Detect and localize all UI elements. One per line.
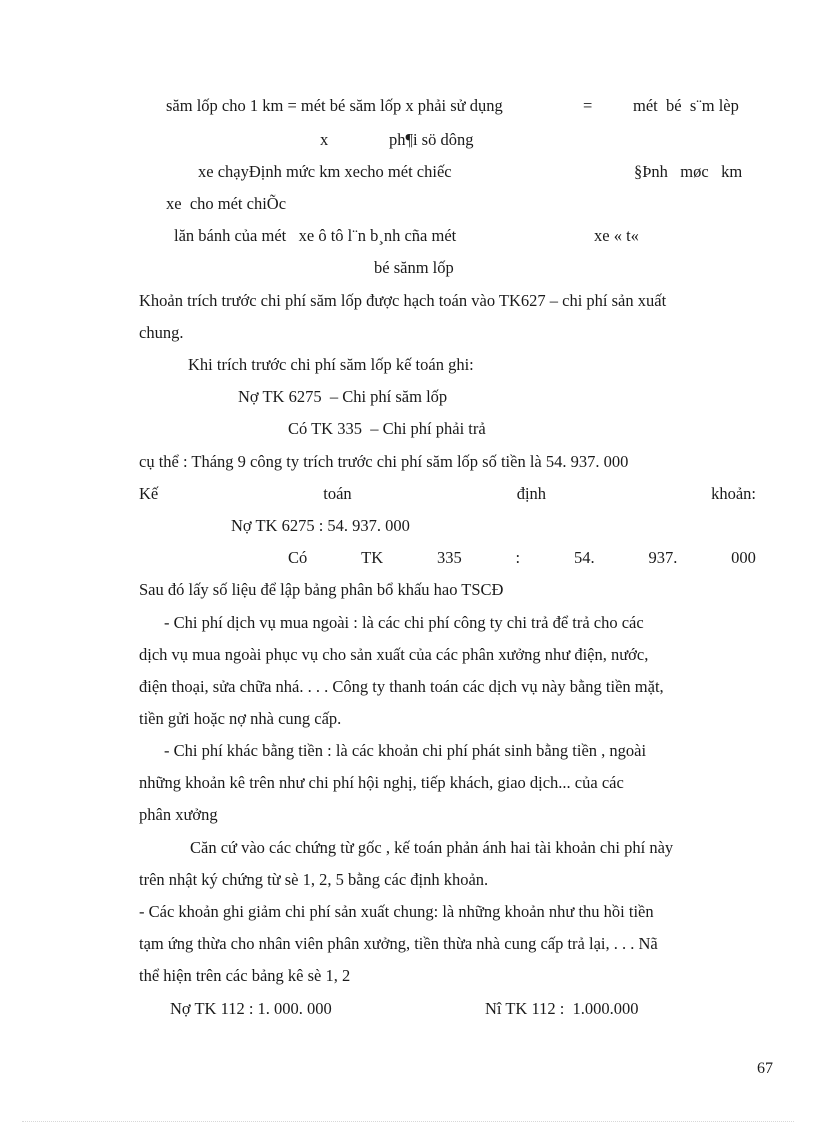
formula-line-1-left: săm lốp cho 1 km = mét bé săm lốp x phải sử dụng (166, 96, 503, 115)
paragraph-4-word: toán (323, 484, 352, 503)
formula-line-3-left: xe chạyĐịnh mức km xecho mét chiếc (198, 162, 452, 181)
entry-2-credit (288, 548, 756, 570)
paragraph-6-line-1: - Chi phí dịch vụ mua ngoài : là các chi phí công ty chi trả để trả cho các (164, 613, 644, 632)
paragraph-5: Sau đó lấy số liệu để lập bảng phân bổ khấu hao TSCĐ (139, 580, 504, 599)
entry-2-credit-word: : (515, 548, 521, 567)
paragraph-4 (139, 484, 756, 506)
formula-line-1-right: mét bé s¨m lèp (633, 96, 739, 115)
formula-line-2-x: x (320, 130, 329, 149)
paragraph-9-line-2: tạm ứng thừa cho nhân viên phân xưởng, tiền thừa nhà cung cấp trả lại, . . . Nã (139, 934, 658, 953)
paragraph-7-line-2: những khoản kê trên như chi phí hội nghị, tiếp khách, giao dịch... của các (139, 773, 624, 792)
formula-line-5-right: xe « t« (594, 226, 639, 245)
formula-line-5-left: lăn bánh của mét xe ô tô l¨n b¸nh cña mét (174, 226, 457, 245)
paragraph-8-line-1: Căn cứ vào các chứng từ gốc , kế toán phản ánh hai tài khoản chi phí này (190, 838, 674, 857)
paragraph-2: Khi trích trước chi phí săm lốp kế toán ghi: (188, 355, 474, 374)
paragraph-8-line-2: trên nhật ký chứng từ sè 1, 2, 5 bằng các định khoản. (139, 870, 489, 889)
paragraph-9-line-1: - Các khoản ghi giảm chi phí sản xuất chung: là những khoản như thu hồi tiền (139, 902, 654, 921)
paragraph-9-line-3: thể hiện trên các bảng kê sè 1, 2 (139, 966, 351, 985)
entry-3-credit: Nî TK 112 : 1.000.000 (485, 999, 639, 1018)
paragraph-1-line-1: Khoản trích trước chi phí săm lốp được hạch toán vào TK627 – chi phí sản xuất (139, 291, 667, 310)
entry-2-credit-word: 54. (573, 548, 595, 567)
entry-3-debit: Nợ TK 112 : 1. 000. 000 (170, 999, 332, 1018)
paragraph-4-word: định (516, 484, 547, 503)
footer-divider (22, 1121, 794, 1122)
paragraph-4-word: khoản: (711, 484, 756, 503)
entry-2-credit-word: 335 (436, 548, 462, 567)
paragraph-6-line-2: dịch vụ mua ngoài phục vụ cho sản xuất của các phân xưởng như điện, nước, (139, 645, 649, 664)
page-number: 67 (757, 1060, 773, 1077)
paragraph-1-line-2: chung. (139, 323, 184, 342)
entry-2-credit-word: 937. (648, 548, 678, 567)
paragraph-3: cụ thể : Tháng 9 công ty trích trước chi phí săm lốp số tiền là 54. 937. 000 (139, 452, 629, 471)
entry-2-credit-word: 000 (731, 548, 756, 567)
paragraph-6-line-3: điện thoại, sửa chữa nhá. . . . Công ty thanh toán các dịch vụ này bằng tiền mặt, (139, 677, 664, 696)
entry-2-debit: Nợ TK 6275 : 54. 937. 000 (231, 516, 410, 535)
paragraph-6-line-4: tiền gửi hoặc nợ nhà cung cấp. (139, 709, 342, 728)
formula-line-4: xe cho mét chiÕc (166, 194, 287, 213)
entry-1-debit: Nợ TK 6275 – Chi phí săm lốp (238, 387, 448, 406)
entry-2-credit-word: Có (288, 548, 308, 567)
formula-line-2-right: ph¶i sö dông (389, 130, 474, 149)
formula-line-3-right: §Þnh møc km (634, 162, 743, 181)
paragraph-7-line-3: phân xưởng (139, 805, 218, 824)
formula-line-6: bé sănm lốp (374, 258, 454, 277)
formula-line-1-equals: = (583, 96, 593, 115)
entry-2-credit-word: TK (361, 548, 384, 567)
entry-1-credit: Có TK 335 – Chi phí phải trả (288, 419, 486, 438)
paragraph-4-word: Kế (139, 484, 159, 503)
paragraph-7-line-1: - Chi phí khác bằng tiền : là các khoản chi phí phát sinh bằng tiền , ngoài (164, 741, 647, 760)
